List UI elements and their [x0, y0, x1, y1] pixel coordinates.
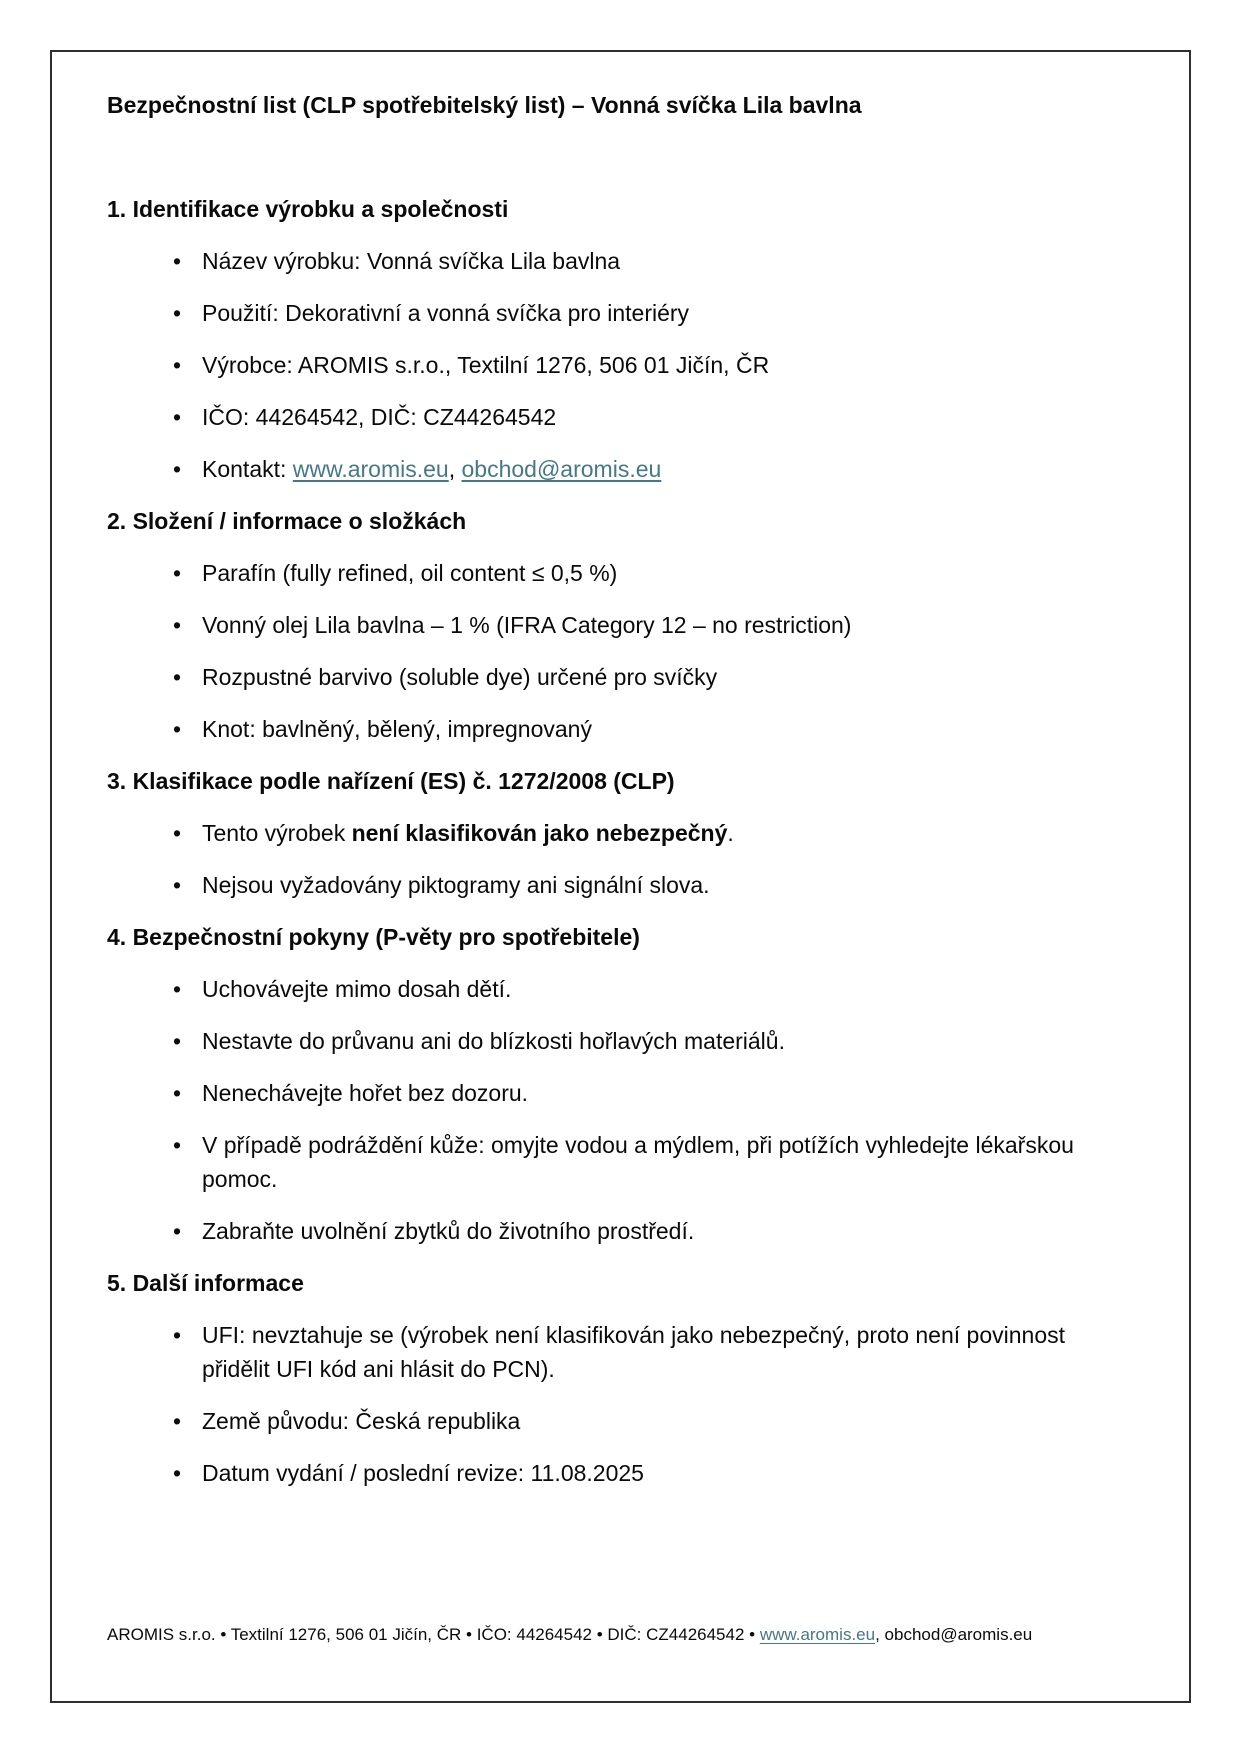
text-run: ,	[448, 456, 462, 482]
text-run: Tento výrobek	[202, 820, 352, 846]
text-run: UFI: nevztahuje se (výrobek není klasifikován jako nebezpečný, proto není povinnost přidělit UFI kód ani hlásit do PCN).	[202, 1322, 1065, 1382]
text-run: Nenechávejte hořet bez dozoru.	[202, 1080, 529, 1106]
list-item	[107, 452, 1102, 486]
text-run: , obchod@aromis.eu	[875, 1625, 1033, 1644]
list-item	[107, 660, 1102, 694]
list-item	[107, 556, 1102, 590]
section-2-list	[107, 556, 1134, 746]
list-item	[107, 1456, 1102, 1490]
text-run: Datum vydání / poslední revize: 11.08.2025	[202, 1460, 644, 1486]
contact-website-link[interactable]: www.aromis.eu	[292, 456, 449, 482]
text-run: Rozpustné barvivo (soluble dye) určené pro svíčky	[202, 664, 718, 690]
list-item	[107, 1076, 1102, 1110]
list-item	[107, 868, 1102, 902]
text-run: Parafín (fully refined, oil content ≤ 0,5 %)	[202, 560, 618, 586]
list-item	[107, 816, 1102, 850]
text-run: .	[727, 820, 734, 846]
text-run: Nestavte do průvanu ani do blízkosti hořlavých materiálů.	[202, 1028, 785, 1054]
text-run: Název výrobku: Vonná svíčka Lila bavlna	[202, 248, 621, 274]
text-run: IČO: 44264542, DIČ: CZ44264542	[202, 404, 557, 430]
section-4-list	[107, 972, 1134, 1248]
text-run: Zabraňte uvolnění zbytků do životního prostředí.	[202, 1218, 695, 1244]
section-heading-4: 4. Bezpečnostní pokyny (P-věty pro spotřebitele)	[107, 924, 640, 950]
list-item	[107, 1318, 1102, 1386]
text-run: Nejsou vyžadovány piktogramy ani signální slova.	[202, 872, 710, 898]
page-footer	[107, 1618, 1141, 1652]
list-item	[107, 1024, 1102, 1058]
footer-website-link[interactable]: www.aromis.eu	[759, 1625, 876, 1644]
text-run: Použití: Dekorativní a vonná svíčka pro interiéry	[202, 300, 690, 326]
text-run: Uchovávejte mimo dosah dětí.	[202, 976, 512, 1002]
section-heading-5: 5. Další informace	[107, 1270, 304, 1296]
section-1-list	[107, 244, 1134, 486]
section-heading-3: 3. Klasifikace podle nařízení (ES) č. 1272/2008 (CLP)	[107, 768, 675, 794]
text-run: AROMIS s.r.o. • Textilní 1276, 506 01 Jičín, ČR • IČO: 44264542 • DIČ: CZ44264542 •	[107, 1625, 760, 1644]
section-3-list	[107, 816, 1134, 902]
section-heading-1: 1. Identifikace výrobku a společnosti	[107, 196, 509, 222]
text-run: Knot: bavlněný, bělený, impregnovaný	[202, 716, 592, 742]
list-item	[107, 1214, 1102, 1248]
contact-email-link[interactable]: obchod@aromis.eu	[461, 456, 662, 482]
section-5-list	[107, 1318, 1134, 1490]
text-run: Vonný olej Lila bavlna – 1 % (IFRA Category 12 – no restriction)	[202, 612, 852, 638]
text-run: Země původu: Česká republika	[202, 1408, 521, 1434]
document-sections	[107, 192, 1134, 1490]
list-item	[107, 296, 1102, 330]
text-run: V případě podráždění kůže: omyjte vodou a mýdlem, při potížích vyhledejte lékařskou pomoc.	[202, 1132, 1074, 1192]
section-heading-2: 2. Složení / informace o složkách	[107, 508, 467, 534]
list-item	[107, 348, 1102, 382]
list-item	[107, 244, 1102, 278]
document-title: Bezpečnostní list (CLP spotřebitelský list) – Vonná svíčka Lila bavlna	[107, 92, 862, 118]
list-item	[107, 972, 1102, 1006]
text-run: Výrobce: AROMIS s.r.o., Textilní 1276, 506 01 Jičín, ČR	[202, 352, 770, 378]
document-body	[107, 88, 1134, 1508]
list-item	[107, 1404, 1102, 1438]
list-item	[107, 1128, 1102, 1196]
list-item	[107, 400, 1102, 434]
text-run: Kontakt:	[202, 456, 293, 482]
list-item	[107, 608, 1102, 642]
bold-text: není klasifikován jako nebezpečný	[351, 820, 728, 846]
list-item	[107, 712, 1102, 746]
